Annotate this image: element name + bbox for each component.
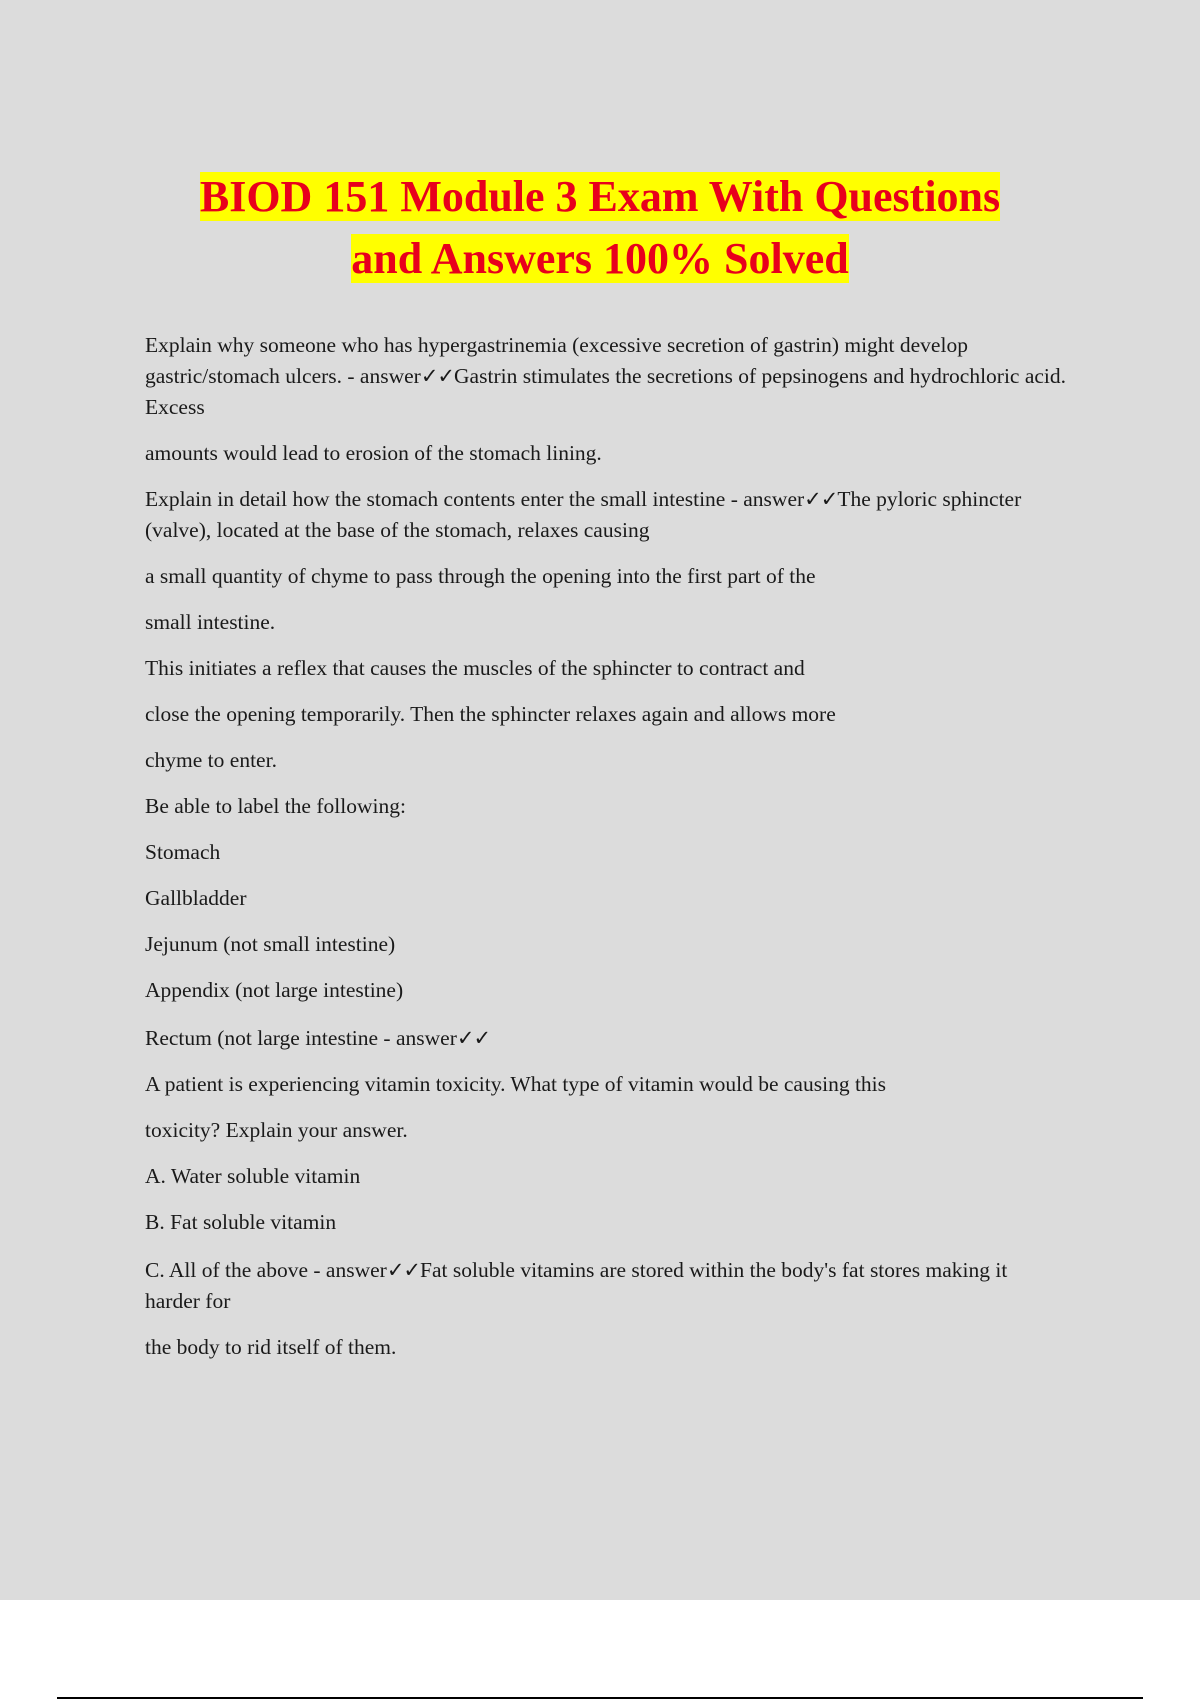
question-4-answer: C. All of the above - answer✓✓Fat soluble vitamins are stored within the body's fat stores making it harder for — [145, 1258, 1008, 1313]
question-1: Explain why someone who has hypergastrinemia (excessive secretion of gastrin) might develop gastric/stomach ulcers. - answer✓✓Gastrin stimulates the secretions of pepsinogens and hydrochloric acid. Excess — [145, 333, 1067, 419]
question-2-line-3: small intestine. — [145, 610, 276, 634]
checkmark-icon: ✓✓ — [420, 364, 455, 388]
question-2-line-5: close the opening temporarily. Then the sphincter relaxes again and allows more — [145, 702, 836, 726]
question-4-line-2: toxicity? Explain your answer. — [145, 1118, 408, 1142]
question-4-option-b: B. Fat soluble vitamin — [145, 1210, 337, 1234]
question-3-prompt: Be able to label the following: — [145, 794, 406, 818]
list-item: Gallbladder — [145, 886, 247, 910]
checkmark-icon: ✓✓ — [456, 1026, 491, 1050]
checkmark-icon: ✓✓ — [804, 487, 838, 511]
document-body — [145, 330, 1090, 1363]
question-2-line-2: a small quantity of chyme to pass through the opening into the first part of the — [145, 564, 816, 588]
document-title — [0, 166, 1200, 290]
checkmark-icon: ✓✓ — [386, 1258, 421, 1282]
title-line-2: and Answers 100% Solved — [351, 234, 849, 283]
question-2-line-4: This initiates a reflex that causes the muscles of the sphincter to contract and — [145, 656, 805, 680]
list-item: Appendix (not large intestine) — [145, 978, 404, 1002]
question-1-continued: amounts would lead to erosion of the stomach lining. — [145, 441, 602, 465]
list-item: Jejunum (not small intestine) — [145, 932, 396, 956]
footer-divider — [57, 1697, 1143, 1699]
question-2-line-6: chyme to enter. — [145, 748, 277, 772]
question-4-continued: the body to rid itself of them. — [145, 1335, 397, 1359]
question-4-line-1: A patient is experiencing vitamin toxicity. What type of vitamin would be causing this — [145, 1072, 887, 1096]
question-4-option-a: A. Water soluble vitamin — [145, 1164, 361, 1188]
question-2: Explain in detail how the stomach contents enter the small intestine - answer✓✓The pyloric sphincter (valve), located at the base of the stomach, relaxes causing — [145, 487, 1022, 542]
list-item: Stomach — [145, 840, 221, 864]
question-3-answer: Rectum (not large intestine - answer✓✓ — [145, 1026, 491, 1050]
title-line-1: BIOD 151 Module 3 Exam With Questions — [199, 172, 1001, 221]
